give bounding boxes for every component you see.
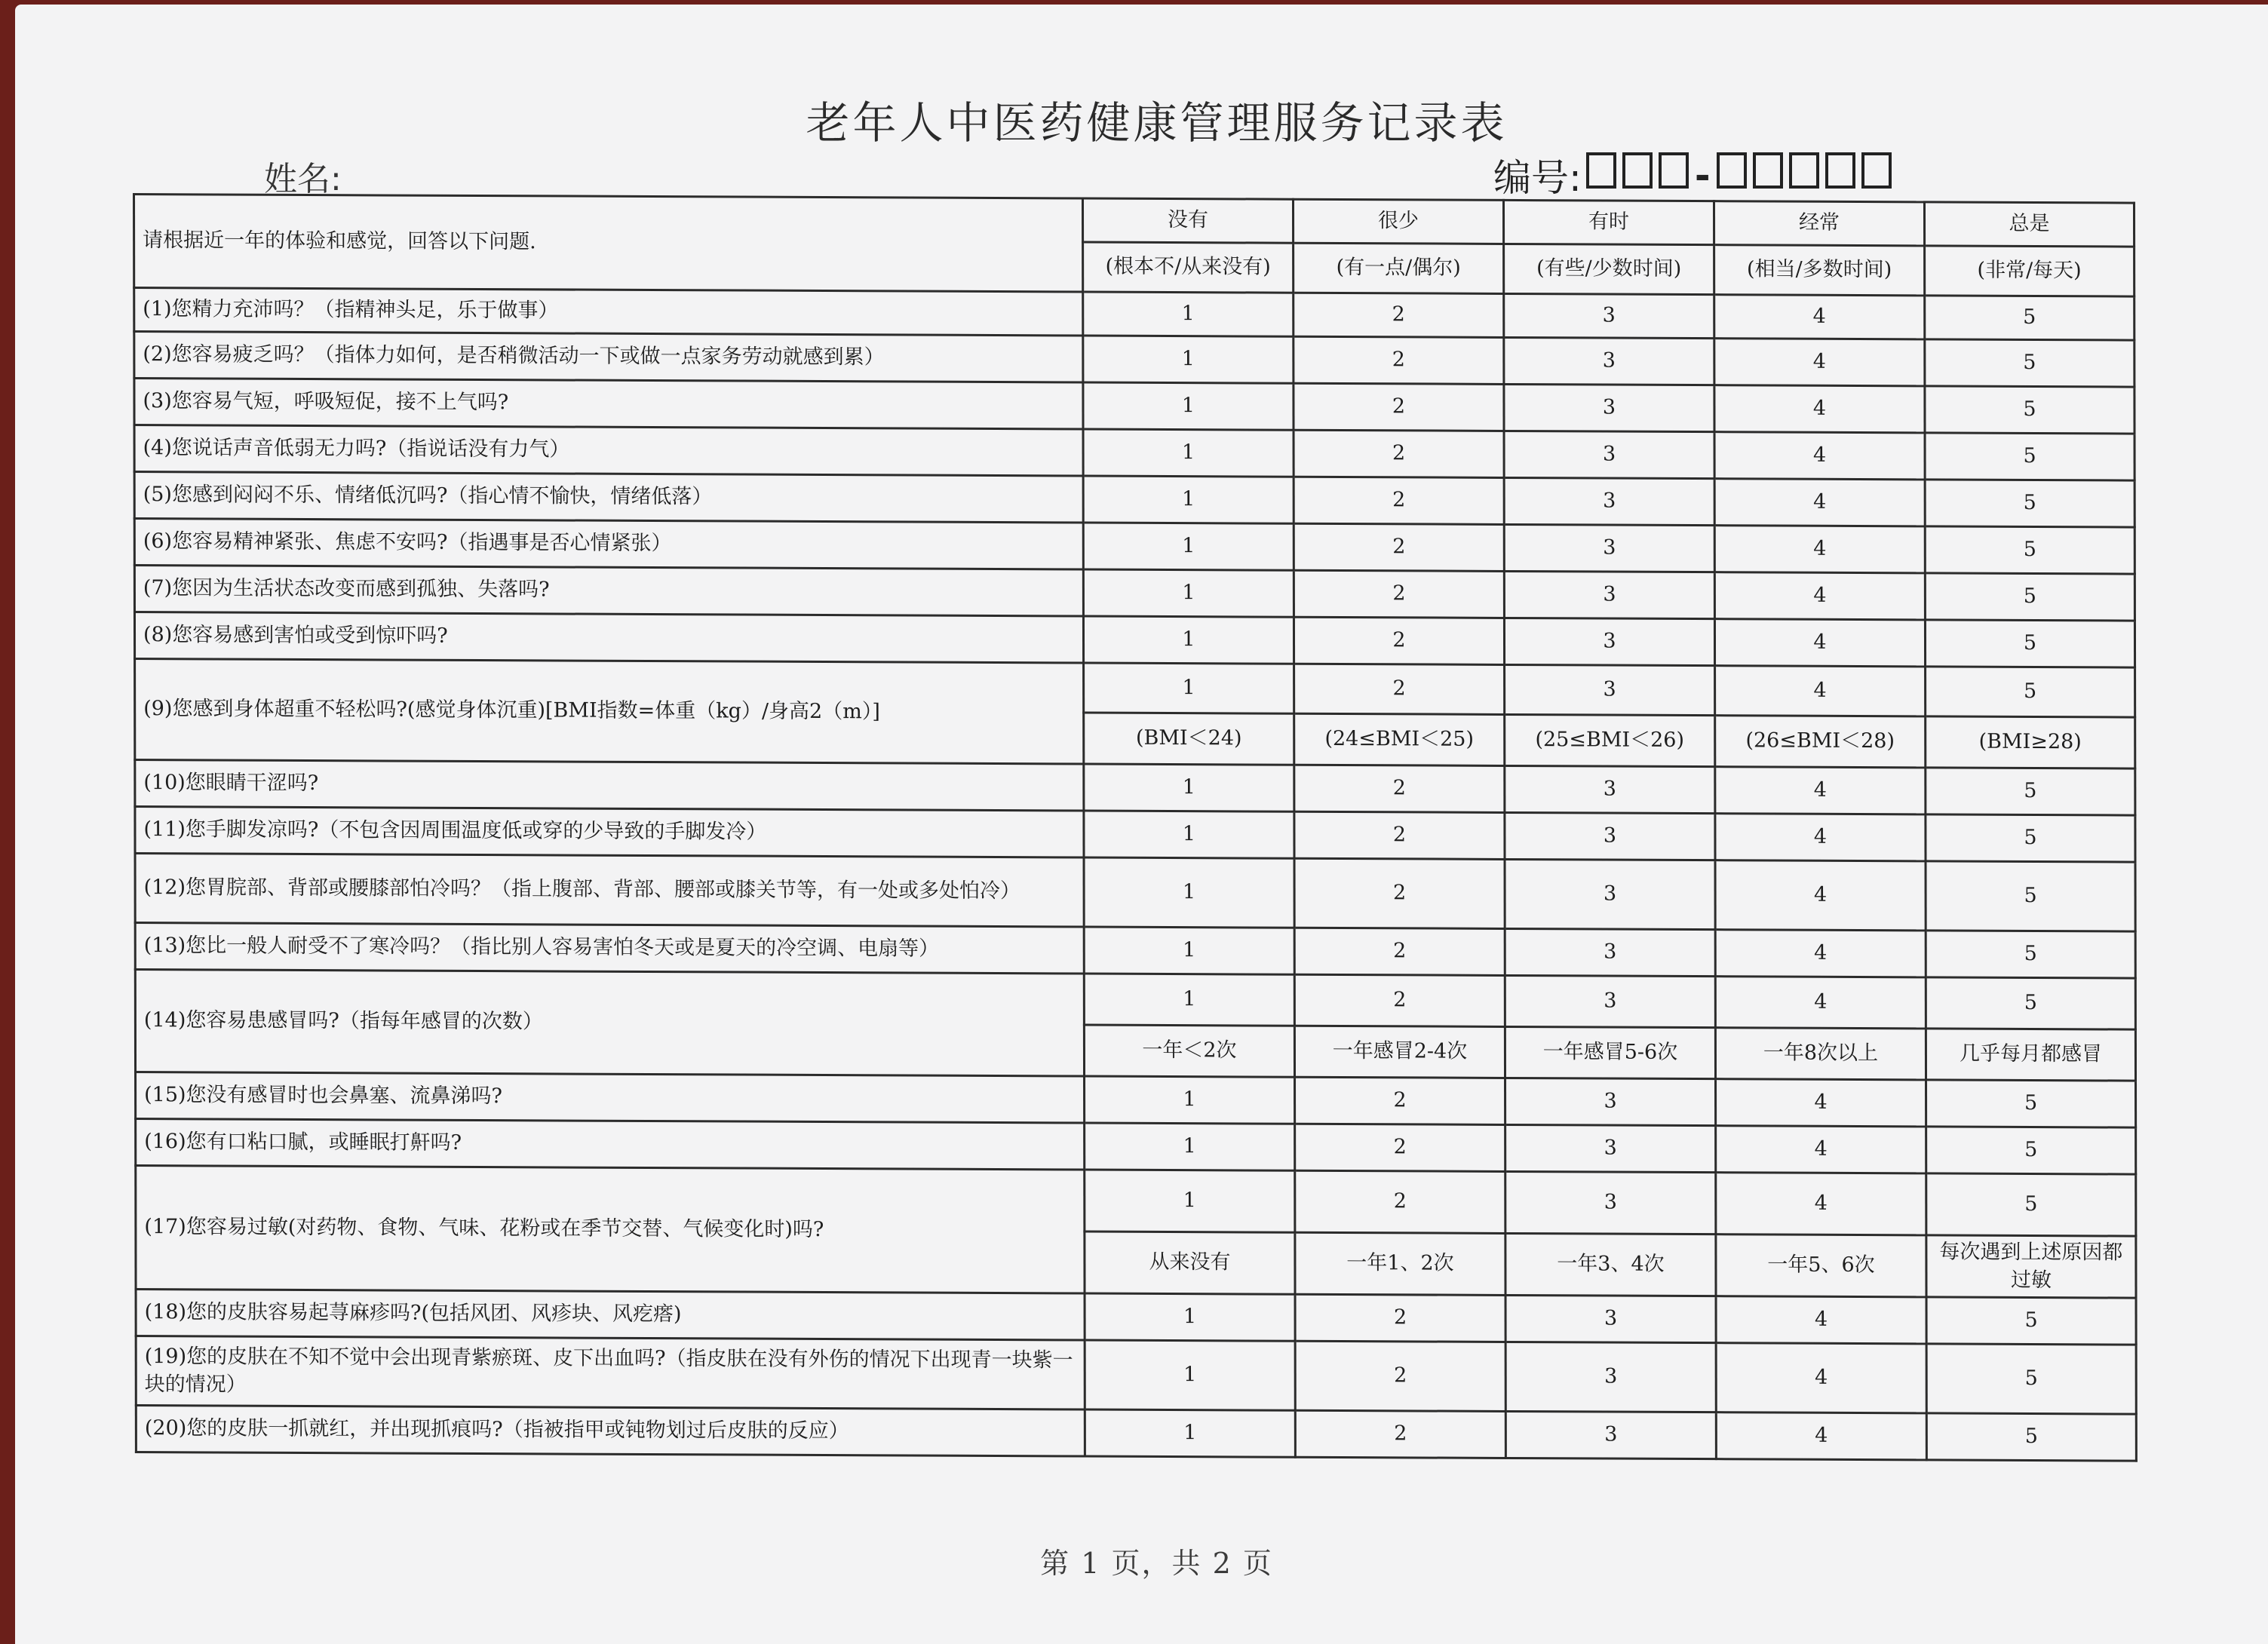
score-option-cell[interactable]: 2 bbox=[1294, 430, 1504, 477]
score-option-cell[interactable]: 1 bbox=[1084, 663, 1294, 713]
score-option-cell[interactable]: 3 bbox=[1505, 664, 1715, 715]
score-option-cell[interactable]: 4 bbox=[1716, 1296, 1926, 1344]
question-row bbox=[136, 1166, 2136, 1237]
serial-digit-box[interactable] bbox=[1586, 152, 1616, 189]
question-text: (14)您容易患感冒吗?（指每年感冒的次数） bbox=[135, 970, 1084, 1076]
score-criteria-cell: 几乎每月都感冒 bbox=[1926, 1029, 2135, 1081]
score-option-cell[interactable]: 1 bbox=[1084, 927, 1294, 974]
question-row bbox=[136, 1290, 2136, 1345]
question-row bbox=[134, 472, 2134, 528]
score-option-cell[interactable]: 3 bbox=[1504, 524, 1714, 572]
score-option-cell[interactable]: 5 bbox=[1925, 433, 2134, 480]
score-option-cell[interactable]: 3 bbox=[1505, 1124, 1716, 1172]
score-option-cell[interactable]: 1 bbox=[1083, 523, 1294, 570]
serial-number-label: 编号: bbox=[1493, 156, 1582, 200]
score-option-cell[interactable]: 2 bbox=[1294, 336, 1504, 384]
score-criteria-cell: 一年感冒2-4次 bbox=[1294, 1026, 1505, 1078]
page-number: 第 1 页，共 2 页 bbox=[1040, 1547, 1273, 1580]
score-option-cell[interactable]: 1 bbox=[1085, 1170, 1295, 1232]
score-option-cell[interactable]: 4 bbox=[1715, 814, 1926, 861]
question-text: (15)您没有感冒时也会鼻塞、流鼻涕吗? bbox=[136, 1072, 1085, 1123]
question-text: (3)您容易气短，呼吸短促，接不上气吗? bbox=[134, 379, 1083, 429]
question-text: (4)您说话声音低弱无力吗?（指说话没有力气） bbox=[134, 425, 1083, 476]
serial-digit-box[interactable] bbox=[1825, 152, 1855, 189]
score-option-cell[interactable]: 2 bbox=[1294, 383, 1504, 431]
column-header-description: (根本不/从来没有) bbox=[1083, 242, 1294, 293]
score-option-cell[interactable]: 5 bbox=[1925, 386, 2134, 434]
score-option-cell[interactable]: 1 bbox=[1085, 1123, 1295, 1170]
serial-separator: - bbox=[1694, 154, 1711, 198]
score-option-cell[interactable]: 3 bbox=[1504, 618, 1714, 665]
score-option-cell[interactable]: 4 bbox=[1715, 977, 1926, 1029]
question-row bbox=[135, 854, 2135, 932]
score-option-cell[interactable]: 4 bbox=[1716, 1412, 1926, 1460]
score-option-cell[interactable]: 3 bbox=[1504, 384, 1714, 431]
score-option-cell[interactable]: 4 bbox=[1714, 339, 1925, 386]
score-option-cell[interactable]: 4 bbox=[1714, 295, 1925, 339]
score-option-cell[interactable]: 5 bbox=[1926, 814, 2135, 862]
score-option-cell[interactable]: 1 bbox=[1084, 857, 1294, 928]
score-option-cell[interactable]: 4 bbox=[1714, 619, 1925, 667]
column-header-description: (有些/少数时间) bbox=[1504, 244, 1714, 294]
score-option-cell[interactable]: 5 bbox=[1925, 296, 2134, 340]
question-row bbox=[136, 1119, 2136, 1175]
question-text: (9)您感到身体超重不轻松吗?(感觉身体沉重)[BMI指数=体重（kg）/身高2（m）] bbox=[135, 659, 1084, 764]
score-criteria-cell: 一年3、4次 bbox=[1505, 1233, 1716, 1296]
score-option-cell[interactable]: 4 bbox=[1714, 526, 1925, 573]
score-option-cell[interactable]: 4 bbox=[1714, 479, 1925, 526]
question-row bbox=[134, 566, 2134, 621]
question-row bbox=[134, 379, 2134, 434]
question-row bbox=[136, 1072, 2136, 1128]
column-header-label: 很少 bbox=[1293, 199, 1503, 244]
score-option-cell[interactable]: 5 bbox=[1925, 573, 2134, 621]
score-option-cell[interactable]: 5 bbox=[1926, 1344, 2136, 1414]
question-text: (13)您比一般人耐受不了寒冷吗？（指比别人容易害怕冬天或是夏天的冷空调、电扇等） bbox=[135, 923, 1084, 974]
score-criteria-cell: 一年感冒5-6次 bbox=[1505, 1026, 1715, 1078]
score-option-cell[interactable]: 2 bbox=[1294, 477, 1504, 524]
score-option-cell[interactable]: 2 bbox=[1294, 570, 1504, 618]
question-text: (5)您感到闷闷不乐、情绪低沉吗?（指心情不愉快，情绪低落） bbox=[134, 472, 1083, 523]
score-option-cell[interactable]: 2 bbox=[1295, 1341, 1505, 1411]
score-option-cell[interactable]: 4 bbox=[1716, 1079, 1926, 1127]
score-option-cell[interactable]: 3 bbox=[1505, 928, 1715, 976]
score-option-cell[interactable]: 1 bbox=[1083, 292, 1294, 336]
score-option-cell[interactable]: 4 bbox=[1714, 385, 1925, 433]
question-row bbox=[135, 807, 2135, 863]
score-option-cell[interactable]: 3 bbox=[1505, 975, 1715, 1027]
score-option-cell[interactable]: 5 bbox=[1925, 480, 2134, 527]
header-row-labels bbox=[134, 195, 2134, 247]
question-row bbox=[134, 332, 2134, 388]
score-option-cell[interactable]: 3 bbox=[1504, 477, 1714, 525]
score-option-cell[interactable]: 4 bbox=[1714, 432, 1925, 480]
score-option-cell[interactable]: 4 bbox=[1716, 1343, 1926, 1413]
score-option-cell[interactable]: 3 bbox=[1505, 1295, 1716, 1342]
question-row bbox=[136, 1406, 2136, 1462]
score-option-cell[interactable]: 4 bbox=[1715, 767, 1926, 814]
column-header-label: 经常 bbox=[1714, 201, 1924, 246]
score-option-cell[interactable]: 3 bbox=[1504, 571, 1714, 618]
score-option-cell[interactable]: 5 bbox=[1925, 620, 2134, 667]
score-option-cell[interactable]: 5 bbox=[1926, 1173, 2136, 1236]
score-option-cell[interactable]: 3 bbox=[1505, 1078, 1716, 1125]
serial-digit-box[interactable] bbox=[1789, 152, 1819, 189]
score-option-cell[interactable]: 3 bbox=[1504, 337, 1714, 385]
score-criteria-cell: 一年5、6次 bbox=[1716, 1235, 1926, 1297]
score-option-cell[interactable]: 1 bbox=[1083, 336, 1294, 383]
question-text: (1)您精力充沛吗？（指精神头足，乐于做事） bbox=[134, 288, 1083, 336]
question-text: (6)您容易精神紧张、焦虑不安吗?（指遇事是否心情紧张） bbox=[134, 519, 1083, 569]
question-row bbox=[134, 425, 2134, 481]
column-header-description: (非常/每天) bbox=[1925, 246, 2134, 296]
score-option-cell[interactable]: 1 bbox=[1083, 429, 1294, 477]
score-option-cell[interactable]: 2 bbox=[1294, 928, 1505, 975]
serial-digit-box[interactable] bbox=[1659, 152, 1689, 189]
question-text: (7)您因为生活状态改变而感到孤独、失落吗? bbox=[134, 566, 1083, 616]
score-option-cell[interactable]: 4 bbox=[1715, 666, 1926, 716]
score-option-cell[interactable]: 5 bbox=[1926, 1297, 2136, 1345]
score-criteria-cell: (BMI≥28) bbox=[1926, 716, 2135, 768]
score-option-cell[interactable]: 1 bbox=[1085, 1340, 1295, 1410]
score-option-cell[interactable]: 1 bbox=[1085, 1409, 1295, 1457]
score-option-cell[interactable]: 2 bbox=[1294, 293, 1504, 337]
score-criteria-cell: 一年1、2次 bbox=[1295, 1232, 1505, 1295]
serial-number-boxes bbox=[1586, 152, 1898, 198]
score-option-cell[interactable]: 5 bbox=[1926, 931, 2135, 978]
score-option-cell[interactable]: 3 bbox=[1505, 1411, 1716, 1458]
score-option-cell[interactable]: 3 bbox=[1505, 859, 1715, 929]
question-row bbox=[134, 519, 2134, 575]
score-option-cell[interactable]: 3 bbox=[1505, 765, 1715, 813]
question-text: (17)您容易过敏(对药物、食物、气味、花粉或在季节交替、气候变化时)吗? bbox=[136, 1166, 1085, 1293]
score-option-cell[interactable]: 2 bbox=[1294, 974, 1505, 1026]
question-row bbox=[135, 760, 2135, 816]
name-field-label: 姓名: bbox=[264, 160, 342, 198]
questionnaire-table bbox=[133, 193, 2138, 1462]
score-option-cell[interactable]: 5 bbox=[1926, 768, 2135, 815]
score-option-cell[interactable]: 2 bbox=[1294, 765, 1505, 812]
score-option-cell[interactable]: 1 bbox=[1083, 616, 1294, 664]
score-option-cell[interactable]: 1 bbox=[1083, 569, 1294, 617]
score-option-cell[interactable]: 3 bbox=[1505, 1342, 1716, 1412]
column-header-description: (有一点/偶尔) bbox=[1294, 243, 1504, 293]
column-header-description: (相当/多数时间) bbox=[1714, 245, 1925, 296]
score-option-cell[interactable]: 2 bbox=[1295, 1294, 1505, 1342]
score-option-cell[interactable]: 2 bbox=[1295, 1124, 1505, 1171]
question-row bbox=[135, 970, 2135, 1030]
score-option-cell[interactable]: 5 bbox=[1926, 861, 2135, 931]
score-criteria-cell: (26≤BMI＜28) bbox=[1715, 716, 1926, 768]
score-option-cell[interactable]: 4 bbox=[1715, 930, 1926, 977]
score-option-cell[interactable]: 3 bbox=[1505, 1171, 1716, 1234]
score-criteria-cell: (BMI＜24) bbox=[1084, 713, 1294, 765]
score-option-cell[interactable]: 5 bbox=[1926, 977, 2135, 1029]
score-criteria-cell: 每次遇到上述原因都过敏 bbox=[1926, 1235, 2136, 1298]
question-text: (11)您手脚发凉吗?（不包含因周围温度低或穿的少导致的手脚发冷） bbox=[135, 807, 1084, 857]
question-text: (16)您有口粘口腻，或睡眠打鼾吗? bbox=[136, 1119, 1085, 1170]
score-option-cell[interactable]: 5 bbox=[1926, 1127, 2136, 1174]
score-option-cell[interactable]: 5 bbox=[1926, 1080, 2136, 1127]
question-text: (19)您的皮肤在不知不觉中会出现青紫瘀斑、皮下出血吗?（指皮肤在没有外伤的情况下出现青一块紫一块的情况） bbox=[136, 1336, 1085, 1409]
score-option-cell[interactable]: 4 bbox=[1716, 1173, 1926, 1235]
question-text: (12)您胃脘部、背部或腰膝部怕冷吗？（指上腹部、背部、腰部或膝关节等，有一处或多处怕冷） bbox=[135, 854, 1084, 927]
question-row bbox=[134, 612, 2134, 668]
serial-digit-box[interactable] bbox=[1861, 152, 1892, 189]
score-option-cell[interactable]: 2 bbox=[1294, 811, 1505, 859]
serial-digit-box[interactable] bbox=[1717, 152, 1747, 189]
score-option-cell[interactable]: 2 bbox=[1295, 1410, 1505, 1458]
score-option-cell[interactable]: 3 bbox=[1504, 431, 1714, 478]
score-option-cell[interactable]: 2 bbox=[1294, 617, 1504, 664]
score-option-cell[interactable]: 1 bbox=[1085, 1076, 1295, 1124]
score-option-cell[interactable]: 2 bbox=[1294, 858, 1505, 928]
score-criteria-cell: 一年8次以上 bbox=[1715, 1028, 1926, 1080]
score-option-cell[interactable]: 5 bbox=[1926, 1413, 2136, 1461]
score-criteria-cell: (24≤BMI＜25) bbox=[1294, 713, 1505, 765]
score-criteria-cell: (25≤BMI＜26) bbox=[1505, 714, 1715, 766]
score-option-cell[interactable]: 1 bbox=[1084, 764, 1294, 811]
score-option-cell[interactable]: 5 bbox=[1926, 667, 2135, 717]
serial-digit-box[interactable] bbox=[1753, 152, 1783, 189]
column-header-label: 有时 bbox=[1503, 200, 1714, 244]
question-row bbox=[136, 1336, 2136, 1415]
score-option-cell[interactable]: 1 bbox=[1083, 476, 1294, 523]
question-text: (8)您容易感到害怕或受到惊吓吗? bbox=[134, 612, 1083, 663]
score-criteria-cell: 一年＜2次 bbox=[1084, 1025, 1294, 1077]
score-option-cell[interactable]: 5 bbox=[1925, 339, 2134, 387]
question-text: (20)您的皮肤一抓就红，并出现抓痕吗?（指被指甲或钝物划过后皮肤的反应） bbox=[136, 1406, 1085, 1456]
serial-digit-box[interactable] bbox=[1622, 152, 1653, 189]
score-option-cell[interactable]: 2 bbox=[1295, 1077, 1505, 1124]
score-option-cell[interactable]: 4 bbox=[1716, 1126, 1926, 1173]
question-row bbox=[135, 923, 2135, 979]
score-option-cell[interactable]: 2 bbox=[1294, 664, 1505, 714]
score-option-cell[interactable]: 1 bbox=[1083, 382, 1294, 430]
score-option-cell[interactable]: 2 bbox=[1295, 1170, 1505, 1233]
serial-number-field bbox=[1493, 148, 1898, 202]
column-header-label: 没有 bbox=[1082, 198, 1293, 243]
questionnaire-table-container bbox=[133, 193, 2135, 1462]
instruction-prompt: 请根据近一年的体验和感觉，回答以下问题. bbox=[134, 195, 1083, 292]
question-text: (2)您容易疲乏吗？（指体力如何，是否稍微活动一下或做一点家务劳动就感到累） bbox=[134, 332, 1083, 382]
score-option-cell[interactable]: 1 bbox=[1084, 811, 1294, 858]
form-title: 老年人中医药健康管理服务记录表 bbox=[806, 97, 1508, 149]
score-option-cell[interactable]: 1 bbox=[1084, 974, 1294, 1026]
score-option-cell[interactable]: 4 bbox=[1715, 860, 1926, 931]
score-criteria-cell: 从来没有 bbox=[1085, 1231, 1295, 1294]
score-option-cell[interactable]: 3 bbox=[1505, 812, 1715, 860]
score-option-cell[interactable]: 2 bbox=[1294, 523, 1504, 571]
question-text: (18)您的皮肤容易起荨麻疹吗?(包括风团、风疹块、风疙瘩) bbox=[136, 1290, 1085, 1340]
question-row bbox=[135, 659, 2135, 718]
question-text: (10)您眼睛干涩吗? bbox=[135, 760, 1084, 811]
column-header-label: 总是 bbox=[1924, 202, 2134, 247]
score-option-cell[interactable]: 3 bbox=[1504, 293, 1714, 338]
score-option-cell[interactable]: 4 bbox=[1714, 572, 1925, 620]
score-option-cell[interactable]: 1 bbox=[1085, 1293, 1295, 1341]
score-option-cell[interactable]: 5 bbox=[1925, 526, 2134, 574]
